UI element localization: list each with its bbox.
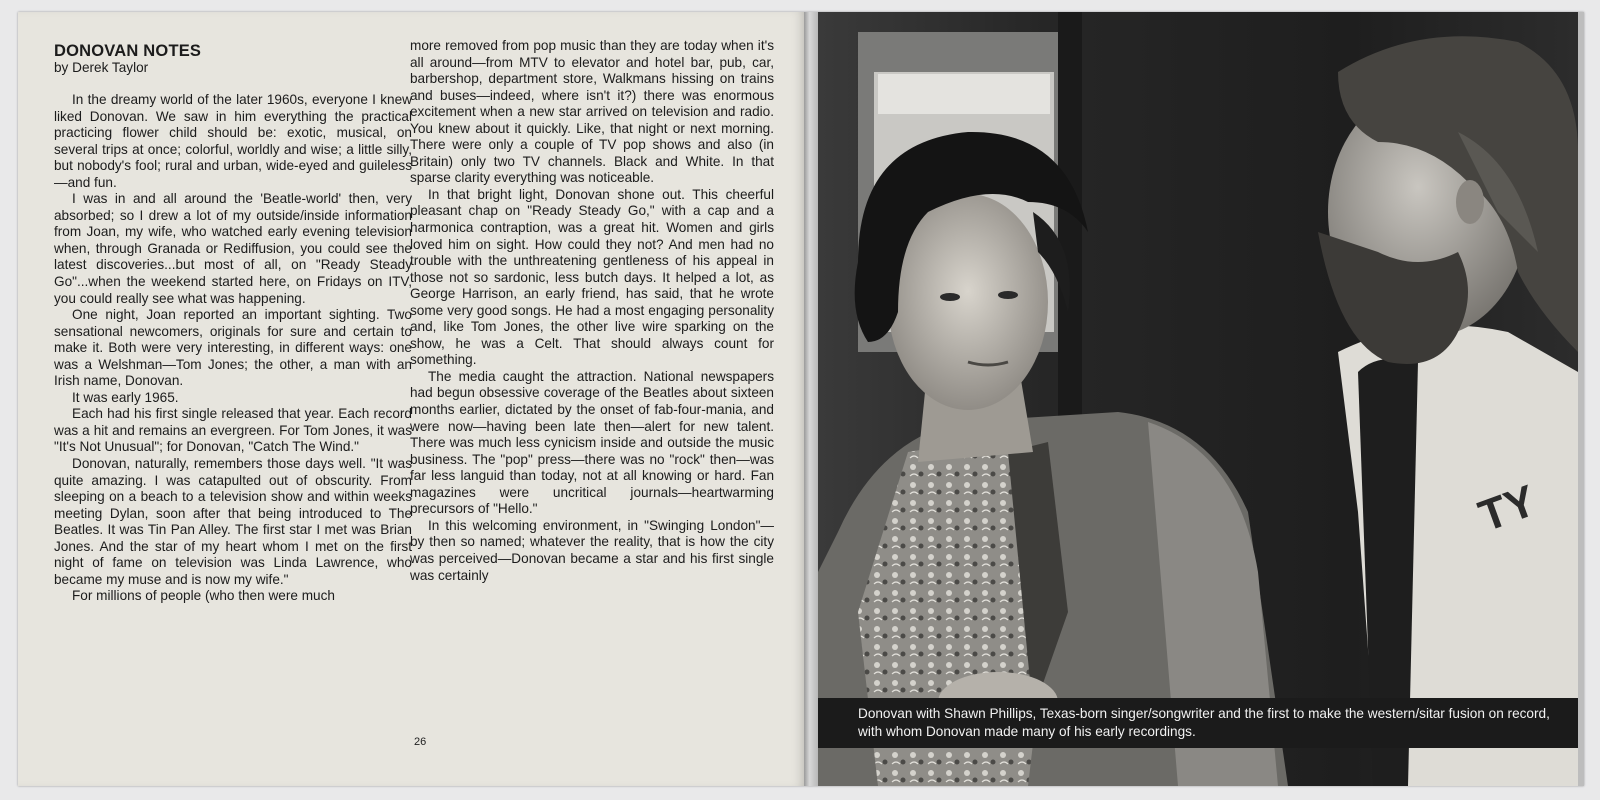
article-column-2 xyxy=(410,38,774,584)
photo-illustration xyxy=(818,12,1578,786)
paragraph: In that bright light, Donovan shone out. This cheerful pleasant chap on "Ready Steady Go," with a cap and a harmonica contraption, was a great hit. Women and girls loved him on sight. How could they not? And men had no trouble with the unthreatening gentleness of his appeal in those not so sardonic, less butch days. It helped a lot, as George Harrison, an early friend, has said, that he wrote some very good songs. He had a most engaging personality and, like Tom Jones, the other live wire sparking on the show, he was a Celt. That should always count for something. xyxy=(410,186,774,368)
article-byline: by Derek Taylor xyxy=(54,60,149,75)
paragraph: more removed from pop music than they are today when it's all around—from MTV to elevator and hotel bar, pub, car, barbershop, department store, Walkmans hissing on trains and buses—indeed, where isn't it?) there was enormous excitement when a new star arrived on television and radio. You knew about it quickly. Like, that night or next morning. There were only a couple of TV pop shows and also (in Britain) only two TV channels. Black and White. In that sparse clarity everything was noticeable. xyxy=(410,38,774,186)
photo-caption: Donovan with Shawn Phillips, Texas-born singer/songwriter and the first to make the western/sitar fusion on record, with whom Donovan made many of his early recordings. xyxy=(858,706,1550,739)
paragraph: The media caught the attraction. National newspapers had begun obsessive coverage of the Beatles about sixteen months earlier, dictated by the onset of fab-four-mania, and were now—having been late then—alert for new talent. There was much less cynicism inside and outside the music business. The "pop" press—there was no "rock" then—was far less languid than today, not at all knowing or hard. Fan magazines were uncritical journals—heartwarming precursors of "Hello." xyxy=(410,368,774,517)
paragraph: In this welcoming environment, in "Swinging London"—by then so named; whatever the reality, that is how the city was perceived—Donovan became a star and his first single was certainly xyxy=(410,517,774,583)
paragraph: For millions of people (who then were much xyxy=(72,588,335,604)
left-page xyxy=(18,12,804,786)
page-number: 26 xyxy=(414,736,427,748)
paragraph: In the dreamy world of the later 1960s, everyone I knew liked Donovan. We saw in him everything the practical practicing flower child should be: exotic, musical, on several trips at once; colorful, worldly and wise; a little silly, but nobody's fool; rural and urban, wide-eyed and guileless—and fun. xyxy=(54,92,412,190)
paragraph: Each had his first single released that year. Each record was a hit and remains an evergreen. For Tom Jones, it was "It's Not Unusual"; for Donovan, "Catch The Wind." xyxy=(54,406,412,455)
paragraph: I was in and all around the 'Beatle-world' then, very absorbed; so I drew a lot of my outside/inside information from Joan, my wife, who watched early evening television when, through Granada or Rediffusion, you could see the latest discoveries...but most of all, on "Ready Steady Go"...when the weekend started here, on Fridays on ITV, you could really see what was happening. xyxy=(54,191,412,306)
paragraph: One night, Joan reported an important sighting. Two sensational newcomers, originals for sure and certain to make it. Both were very interesting, in different ways: one was a Welshman—Tom Jones; the other, a man with an Irish name, Donovan. xyxy=(54,307,412,389)
book-gutter xyxy=(804,12,818,786)
shirt-lettering: TY xyxy=(1472,476,1543,542)
paragraph: It was early 1965. xyxy=(72,389,179,405)
paragraph: Donovan, naturally, remembers those days well. "It was quite amazing. I was catapulted out of obscurity. From sleeping on a beach to a television show and within weeks meeting Dylan, soon after that being introduced to The Beatles. It was Tin Pan Alley. The first star I met was Brian Jones. And the star of my heart whom I met on the first night of fame on television was Linda Lawrence, who became my muse and is now my wife." xyxy=(54,456,412,587)
article-title: DONOVAN NOTES xyxy=(54,42,202,60)
booklet-spread xyxy=(18,12,1584,786)
photograph xyxy=(818,12,1578,786)
article-column-1 xyxy=(54,42,412,605)
page-edge xyxy=(1578,12,1584,786)
